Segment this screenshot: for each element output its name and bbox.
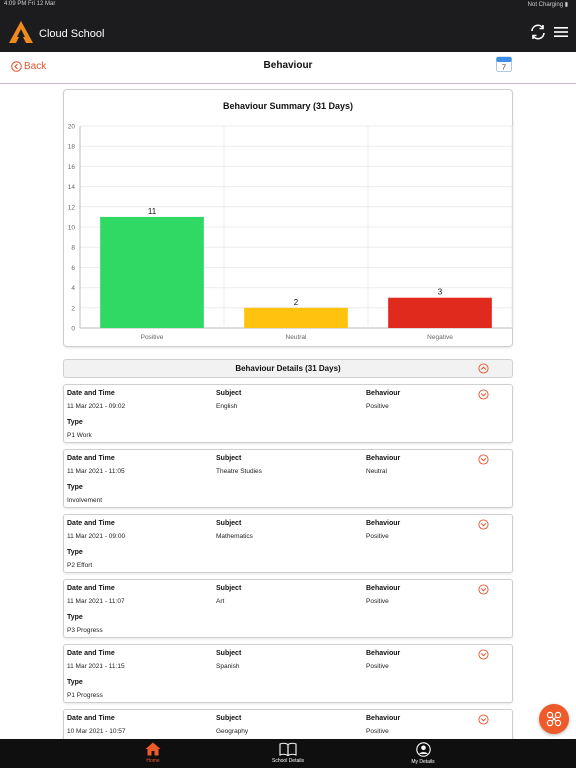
behaviour-value: Positive bbox=[366, 663, 389, 670]
y-tick-label: 12 bbox=[67, 204, 75, 212]
type-value: P2 Effort bbox=[67, 562, 93, 569]
chart-title: Behaviour Summary (31 Days) bbox=[222, 101, 354, 111]
quick-actions-button[interactable] bbox=[539, 704, 569, 734]
behaviour-label: Behaviour bbox=[366, 585, 401, 592]
chevron-down-circle-icon[interactable] bbox=[478, 389, 489, 400]
x-tick-label: Positive bbox=[140, 334, 164, 341]
subject-label: Subject bbox=[216, 715, 242, 722]
y-tick-label: 10 bbox=[67, 224, 75, 232]
y-tick-label: 8 bbox=[71, 244, 75, 252]
date-time-value: 10 Mar 2021 - 10:57 bbox=[67, 728, 126, 735]
subject-value: Spanish bbox=[216, 663, 240, 670]
page-nav-bar bbox=[0, 52, 576, 84]
type-value: P1 Progress bbox=[67, 692, 103, 699]
book-icon bbox=[279, 742, 297, 756]
app-title: Cloud School bbox=[39, 28, 105, 40]
behaviour-summary-chart-card bbox=[63, 89, 513, 347]
y-tick-label: 2 bbox=[71, 305, 75, 313]
calendar-day-number: 7 bbox=[501, 62, 507, 72]
behaviour-label: Behaviour bbox=[366, 520, 401, 527]
date-time-value: 11 Mar 2021 - 09:00 bbox=[67, 533, 126, 540]
behaviour-label: Behaviour bbox=[366, 715, 401, 722]
behaviour-details-title: Behaviour Details (31 Days) bbox=[235, 364, 341, 373]
subject-label: Subject bbox=[216, 650, 242, 657]
user-icon bbox=[416, 742, 431, 757]
y-tick-label: 20 bbox=[67, 123, 75, 131]
behaviour-label: Behaviour bbox=[366, 390, 401, 397]
chevron-down-circle-icon[interactable] bbox=[478, 454, 489, 465]
type-label: Type bbox=[67, 614, 83, 621]
subject-value: Art bbox=[216, 598, 225, 605]
back-button-label: Back bbox=[24, 61, 47, 72]
app-header bbox=[0, 10, 576, 52]
x-tick-label: Negative bbox=[427, 334, 453, 341]
y-tick-label: 18 bbox=[67, 143, 75, 151]
type-value: P3 Progress bbox=[67, 627, 103, 634]
behaviour-record-card[interactable] bbox=[63, 579, 513, 638]
behaviour-record-card[interactable] bbox=[63, 514, 513, 573]
behaviour-records-list bbox=[63, 384, 513, 768]
y-tick-label: 16 bbox=[67, 163, 75, 171]
date-time-label: Date and Time bbox=[67, 715, 115, 722]
chevron-down-circle-icon[interactable] bbox=[478, 584, 489, 595]
data-label: 3 bbox=[437, 287, 443, 297]
bar-positive bbox=[100, 217, 204, 328]
tab-school-details-label: School Details bbox=[272, 758, 304, 764]
tab-my-details[interactable] bbox=[388, 742, 458, 765]
date-time-value: 11 Mar 2021 - 11:05 bbox=[67, 468, 125, 475]
page-title: Behaviour bbox=[263, 60, 313, 71]
behaviour-label: Behaviour bbox=[366, 650, 401, 657]
sync-icon[interactable] bbox=[529, 24, 547, 40]
tab-home[interactable] bbox=[118, 742, 188, 764]
date-time-label: Date and Time bbox=[67, 390, 115, 397]
tab-home-label: Home bbox=[146, 758, 160, 764]
y-tick-label: 14 bbox=[67, 184, 75, 192]
chevron-down-circle-icon[interactable] bbox=[478, 649, 489, 660]
cloud-school-logo-icon bbox=[8, 20, 34, 44]
data-label: 11 bbox=[147, 206, 157, 216]
home-icon bbox=[145, 742, 161, 756]
behaviour-record-card[interactable] bbox=[63, 644, 513, 703]
date-time-value: 11 Mar 2021 - 11:07 bbox=[67, 598, 125, 605]
bar-neutral bbox=[244, 308, 348, 328]
subject-label: Subject bbox=[216, 390, 242, 397]
chevron-up-circle-icon[interactable] bbox=[478, 363, 489, 374]
y-tick-label: 4 bbox=[71, 285, 75, 293]
type-label: Type bbox=[67, 484, 83, 491]
status-bar bbox=[0, 0, 576, 10]
subject-value: Theatre Studies bbox=[216, 468, 262, 475]
subject-value: English bbox=[216, 403, 238, 410]
tab-school-details[interactable] bbox=[253, 742, 323, 764]
y-tick-label: 6 bbox=[71, 264, 75, 272]
date-time-label: Date and Time bbox=[67, 455, 115, 462]
x-tick-label: Neutral bbox=[285, 334, 307, 341]
type-label: Type bbox=[67, 549, 83, 556]
behaviour-value: Positive bbox=[366, 598, 389, 605]
behaviour-details-header[interactable] bbox=[63, 359, 513, 378]
hamburger-menu-icon[interactable] bbox=[554, 26, 568, 38]
type-value: Involvement bbox=[67, 497, 103, 504]
type-label: Type bbox=[67, 679, 83, 686]
behaviour-record-card[interactable] bbox=[63, 384, 513, 443]
subject-label: Subject bbox=[216, 585, 242, 592]
behaviour-record-card[interactable] bbox=[63, 449, 513, 508]
date-time-label: Date and Time bbox=[67, 650, 115, 657]
type-label: Type bbox=[67, 419, 83, 426]
network-nodes-icon bbox=[545, 710, 563, 728]
date-time-label: Date and Time bbox=[67, 520, 115, 527]
calendar-icon[interactable] bbox=[496, 55, 512, 72]
subject-value: Mathematics bbox=[216, 533, 253, 540]
date-time-label: Date and Time bbox=[67, 585, 115, 592]
subject-label: Subject bbox=[216, 455, 242, 462]
data-label: 2 bbox=[293, 297, 299, 307]
chevron-down-circle-icon[interactable] bbox=[478, 519, 489, 530]
behaviour-label: Behaviour bbox=[366, 455, 401, 462]
subject-label: Subject bbox=[216, 520, 242, 527]
behaviour-value: Positive bbox=[366, 403, 389, 410]
tab-my-details-label: My Details bbox=[411, 759, 435, 765]
subject-value: Geography bbox=[216, 728, 249, 735]
bottom-tab-bar bbox=[0, 739, 576, 768]
status-battery: Not Charging ▮ bbox=[527, 2, 568, 8]
behaviour-value: Neutral bbox=[366, 468, 387, 475]
status-time: 4:09 PM Fri 12 Mar bbox=[4, 1, 56, 7]
behaviour-summary-chart bbox=[64, 90, 514, 348]
y-tick-label: 0 bbox=[71, 325, 75, 333]
behaviour-value: Positive bbox=[366, 533, 389, 540]
bar-negative bbox=[388, 298, 492, 328]
behaviour-value: Positive bbox=[366, 728, 389, 735]
type-value: P1 Work bbox=[67, 432, 92, 439]
date-time-value: 11 Mar 2021 - 11:15 bbox=[67, 663, 125, 670]
chevron-down-circle-icon[interactable] bbox=[478, 714, 489, 725]
date-time-value: 11 Mar 2021 - 09:02 bbox=[67, 403, 126, 410]
